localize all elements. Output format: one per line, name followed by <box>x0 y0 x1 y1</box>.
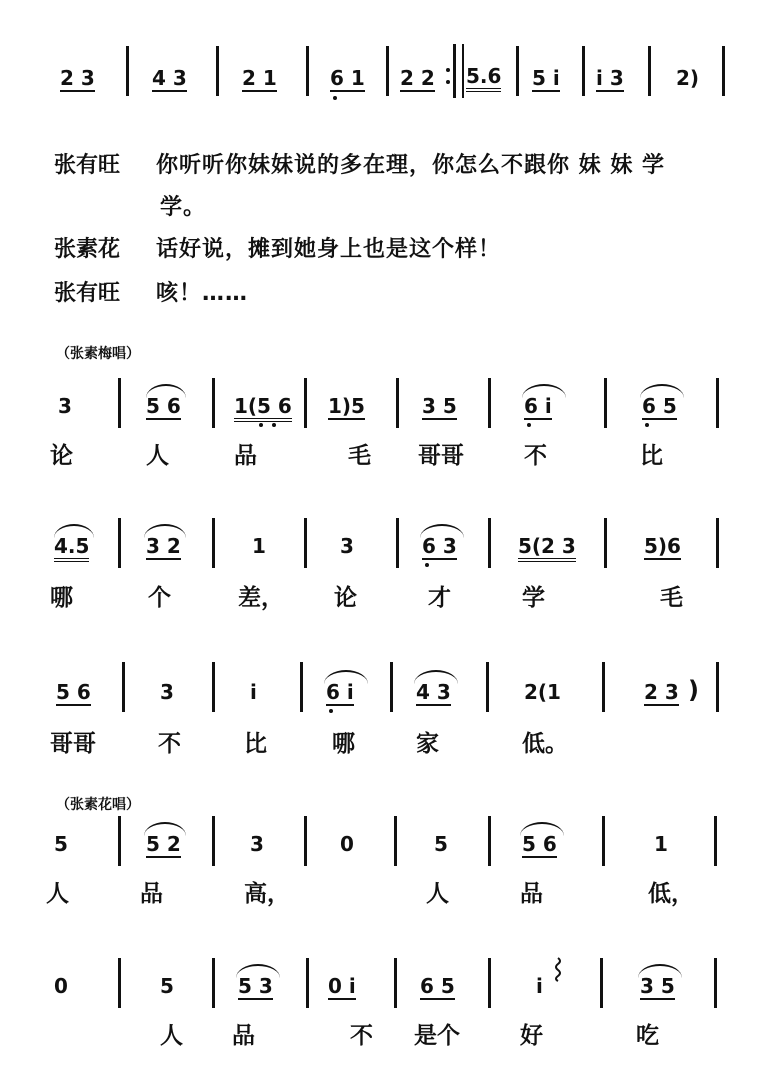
note: i <box>250 680 257 704</box>
intro-measure-8: i 3 <box>596 66 624 90</box>
barline <box>118 518 121 568</box>
intro-measure-9: 2) <box>676 66 700 90</box>
barline <box>582 46 585 96</box>
note: 3 5 <box>640 974 675 998</box>
lyric: 学 <box>522 585 545 611</box>
barline <box>648 46 651 96</box>
lyric: 人 <box>426 881 449 907</box>
barline <box>396 378 399 428</box>
note: 1 <box>252 534 266 558</box>
lyric: 低， <box>648 881 694 907</box>
note: 3 <box>58 394 72 418</box>
barline <box>488 816 491 866</box>
speaker-name: 张有旺 <box>54 153 121 178</box>
barline <box>306 958 309 1008</box>
lyric: 品 <box>520 881 543 907</box>
lyric: 家 <box>416 731 439 757</box>
lyric: 高， <box>244 881 290 907</box>
intro-measure-1: 2 3 <box>60 66 95 90</box>
barline <box>212 816 215 866</box>
barline <box>216 46 219 96</box>
barline <box>390 662 393 712</box>
lyric: 哥哥 <box>50 731 96 757</box>
note: 5 <box>54 832 68 856</box>
barline <box>300 662 303 712</box>
barline <box>118 958 121 1008</box>
low-octave-dot <box>259 423 263 427</box>
barline <box>486 662 489 712</box>
note: 3 <box>250 832 264 856</box>
barline <box>394 816 397 866</box>
barline <box>396 518 399 568</box>
lyric: 哪 <box>50 585 73 611</box>
note: 1)5 <box>328 394 365 418</box>
note: 4.5 <box>54 534 89 562</box>
note: 6 5 <box>642 394 677 418</box>
barline <box>212 958 215 1008</box>
note: 5 <box>434 832 448 856</box>
note: 5 3 <box>238 974 273 998</box>
note: 3 2 <box>146 534 181 558</box>
speaker-name: 张有旺 <box>54 281 121 306</box>
dialogue-text: 你听听你妹妹说的多在理，你怎么不跟你 妹 妹 学 <box>156 153 665 178</box>
barline <box>306 46 309 96</box>
lyric: 低。 <box>522 731 568 757</box>
barline <box>118 378 121 428</box>
lyric: 哪 <box>332 731 355 757</box>
low-octave-dot <box>425 563 429 567</box>
lyric: 吃 <box>636 1023 659 1049</box>
lyric: 论 <box>334 585 357 611</box>
barline <box>488 518 491 568</box>
lyric: 差， <box>238 585 284 611</box>
lyric: 品 <box>232 1023 255 1049</box>
barline <box>600 958 603 1008</box>
barline <box>122 662 125 712</box>
barline <box>716 378 719 428</box>
note: 2 3 <box>644 680 679 704</box>
note: 5(2 3 <box>518 534 576 562</box>
note: 6 i <box>524 394 552 418</box>
note: 3 5 <box>422 394 457 418</box>
note: 6 3 <box>422 534 457 558</box>
note: 6 5 <box>420 974 455 998</box>
note: 5)6 <box>644 534 681 558</box>
double-barline <box>453 44 464 98</box>
note: 1 <box>654 832 668 856</box>
barline <box>714 816 717 866</box>
lyric: 是个 <box>414 1023 460 1049</box>
note: 5 6 <box>56 680 91 704</box>
speaker-name: 张素花 <box>54 237 121 262</box>
note: 6 i <box>326 680 354 704</box>
barline <box>394 958 397 1008</box>
barline <box>604 518 607 568</box>
note: 0 i <box>328 974 356 998</box>
barline <box>716 662 719 712</box>
barline <box>212 518 215 568</box>
low-octave-dot <box>527 423 531 427</box>
note: 5 2 <box>146 832 181 856</box>
note: 3 <box>160 680 174 704</box>
low-octave-dot <box>333 96 337 100</box>
note: 4 3 <box>416 680 451 704</box>
close-paren: ) <box>688 676 699 704</box>
barline <box>714 958 717 1008</box>
note: 3 <box>340 534 354 558</box>
low-octave-dot <box>272 423 276 427</box>
barline <box>304 816 307 866</box>
barline <box>212 662 215 712</box>
barline <box>386 46 389 96</box>
barline <box>126 46 129 96</box>
low-octave-dot <box>329 709 333 713</box>
note: 2(1 <box>524 680 561 704</box>
lyric: 比 <box>640 443 663 469</box>
barline <box>602 816 605 866</box>
intro-measure-6: 5.6 <box>466 64 501 92</box>
note: 1(5 6 <box>234 394 292 422</box>
lyric: 品 <box>234 443 257 469</box>
dialogue-text-continued: 学。 <box>160 195 207 220</box>
lyric: 不 <box>350 1023 373 1049</box>
barline <box>488 958 491 1008</box>
note: 0 <box>340 832 354 856</box>
dialogue-text: 咳！…… <box>156 281 249 306</box>
lyric: 品 <box>140 881 163 907</box>
barline <box>604 378 607 428</box>
barline <box>304 378 307 428</box>
lyric: 哥哥 <box>418 443 464 469</box>
barline <box>602 662 605 712</box>
lyric: 毛 <box>348 443 371 469</box>
lyric: 不 <box>524 443 547 469</box>
lyric: 不 <box>158 731 181 757</box>
lyric: 人 <box>160 1023 183 1049</box>
lyric: 比 <box>244 731 267 757</box>
note: 0 <box>54 974 68 998</box>
intro-measure-5: 2 2 <box>400 66 435 90</box>
lyric: 好 <box>520 1023 543 1049</box>
repeat-dot <box>446 68 450 72</box>
lyric: 个 <box>148 585 171 611</box>
lyric: 人 <box>46 881 69 907</box>
barline <box>516 46 519 96</box>
lyric: 论 <box>50 443 73 469</box>
lyric: 才 <box>428 585 451 611</box>
trill-icon <box>552 956 564 982</box>
barline <box>212 378 215 428</box>
intro-measure-4: 6 1 <box>330 66 365 90</box>
singer-label: （张素梅唱） <box>56 346 140 362</box>
dialogue-text: 话好说，摊到她身上也是这个样！ <box>156 237 502 262</box>
note: 5 <box>160 974 174 998</box>
barline <box>722 46 725 96</box>
lyric: 毛 <box>660 585 683 611</box>
intro-measure-7: 5 i <box>532 66 560 90</box>
barline <box>118 816 121 866</box>
note: 5 6 <box>522 832 557 856</box>
repeat-dot <box>446 80 450 84</box>
intro-measure-2: 4 3 <box>152 66 187 90</box>
barline <box>488 378 491 428</box>
barline <box>304 518 307 568</box>
low-octave-dot <box>645 423 649 427</box>
note: 5 6 <box>146 394 181 418</box>
intro-measure-3: 2 1 <box>242 66 277 90</box>
barline <box>716 518 719 568</box>
lyric: 人 <box>146 443 169 469</box>
note: i <box>536 974 543 998</box>
singer-label: （张素花唱） <box>56 797 140 813</box>
